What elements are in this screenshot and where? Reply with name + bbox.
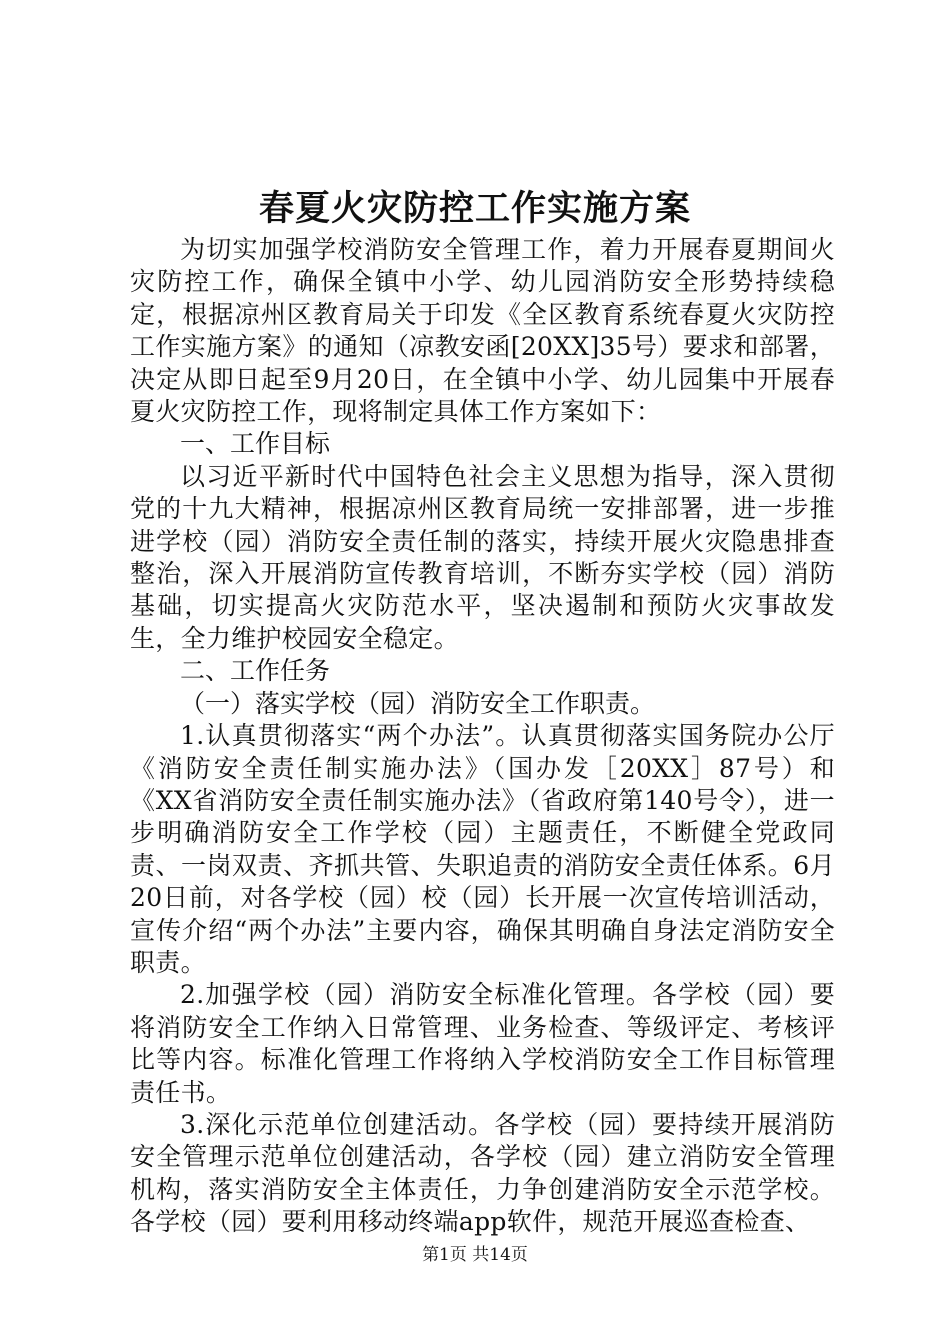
task-item-1: 1.认真贯彻落实“两个办法”。认真贯彻落实国务院办公厅《消防安全责任制实施办法》（国办发［20XX］87号）和《XX省消防安全责任制实施办法》（省政府第140号令），进一步明确消防安全工作学校（园）主题责任，不断健全党政同责、一岗双责、齐抓共管、失职追责的消防安全责任体系。6月20日前，对各学校（园）校（园）长开展一次宣传培训活动，宣传介绍“两个办法”主要内容，确保其明确自身法定消防安全职责。 xyxy=(130,721,835,977)
section-heading-tasks: 二、工作任务 xyxy=(180,656,331,686)
goals-paragraph: 以习近平新时代中国特色社会主义思想为指导，深入贯彻党的十九大精神，根据凉州区教育局统一安排部署，进一步推进学校（园）消防安全责任制的落实，持续开展火灾隐患排查整治，深入开展消防宣传教育培训，不断夯实学校（园）消防基础，切实提高火灾防范水平，坚决遏制和预防火灾事故发生，全力维护校园安全稳定。 xyxy=(130,461,835,653)
document-body xyxy=(130,234,835,1239)
section-heading-goals: 一、工作目标 xyxy=(180,429,331,459)
subsection-heading-1: （一）落实学校（园）消防安全工作职责。 xyxy=(180,688,656,718)
page-footer: 第1页 共14页 xyxy=(422,1245,528,1265)
document-title: 春夏火灾防控工作实施方案 xyxy=(258,188,691,229)
intro-paragraph: 为切实加强学校消防安全管理工作，着力开展春夏期间火灾防控工作，确保全镇中小学、幼儿园消防安全形势持续稳定，根据凉州区教育局关于印发《全区教育系统春夏火灾防控工作实施方案》的通知（凉教安函[20XX]35号）要求和部署，决定从即日起至9月20日，在全镇中小学、幼儿园集中开展春夏火灾防控工作，现将制定具体工作方案如下： xyxy=(130,235,835,427)
task-item-2: 2.加强学校（园）消防安全标准化管理。各学校（园）要将消防安全工作纳入日常管理、业务检查、等级评定、考核评比等内容。标准化管理工作将纳入学校消防安全工作目标管理责任书。 xyxy=(130,980,835,1107)
task-item-3: 3.深化示范单位创建活动。各学校（园）要持续开展消防安全管理示范单位创建活动，各学校（园）建立消防安全管理机构，落实消防安全主体责任，力争创建消防安全示范学校。各学校（园）要利用移动终端app软件，规范开展巡查检查、 xyxy=(130,1109,835,1237)
